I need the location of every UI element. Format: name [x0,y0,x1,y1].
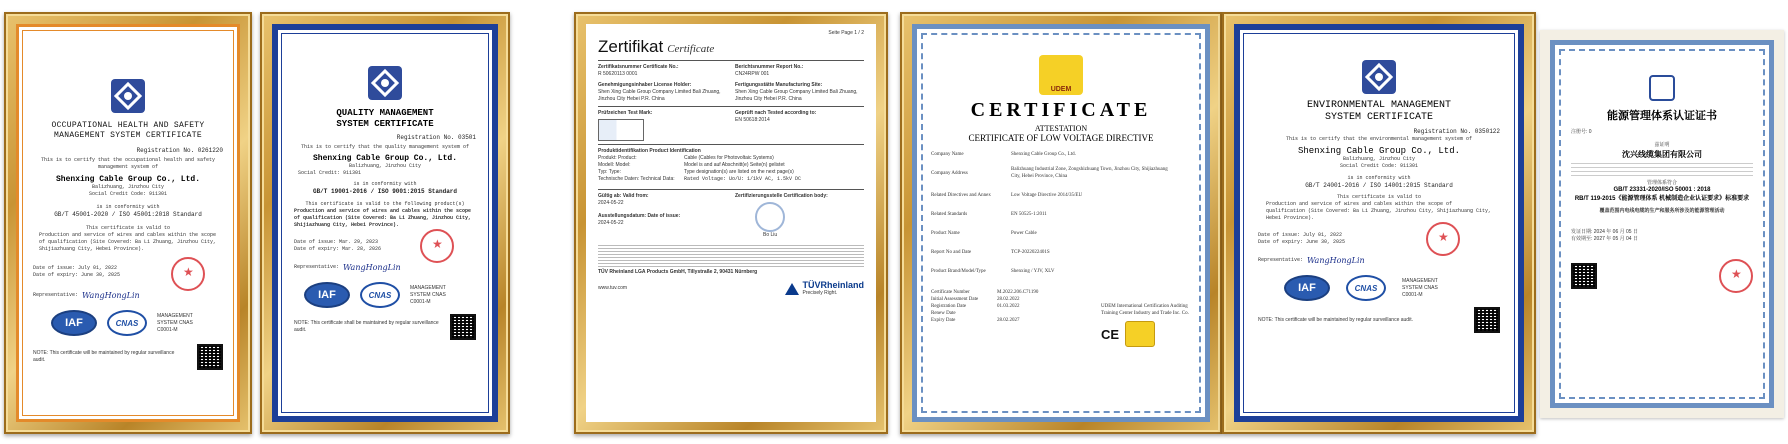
date-of-issue: Date of issue: July 01, 2022 [33,265,118,271]
valid-from: 2024-05-22 [598,200,624,206]
company-footer: TÜV Rheinland LGA Products GmbH, Tillystraße 2, 90431 Nürnberg [598,269,758,275]
product-row-value: Rated Voltage: Uo/U: 1/1kV AC, 1.5kV DC [684,176,802,182]
registration-number: Registration No. 03501 [396,134,476,141]
scope: Production and service of wires and cables within the scope of qualification (Site Covered: Ba Li Zhuang, Jinzhou City, Shijiazhuang City, Hebei Province). [1266,201,1492,221]
date-of-expiry: Date of expiry: June 30, 2025 [33,272,121,278]
certificate-sheet [1234,24,1524,422]
certificate-subtitle: Certificate [667,43,715,55]
expiry-date-label: Expiry Date [931,318,956,323]
certificate-sheet [1550,40,1774,408]
field-value: Balizhuang Industrial Zone, Zongshizhuang Town, Jinzhou City, Shijiazhuang City, Hebei Province, China [1011,167,1168,179]
initial-date-label: Initial Assessment Date [931,297,979,302]
conformity-label: is in conformity with [96,204,160,210]
cnas-logo-icon: CNAS [107,310,147,336]
ce-mark-icon: CE [1101,326,1120,342]
footer-note: NOTE: This certificate will be maintained by regular surveillance audit. [33,350,175,363]
certificate-frame-qms [260,12,510,434]
page-indicator: Seite Page 1 / 2 [828,30,864,36]
field-row [931,243,1191,262]
iaf-logo-icon: IAF [51,310,97,336]
product-row [598,169,864,176]
date-of-expiry: Date of expiry: June 30, 2025 [1258,239,1346,245]
certification-body-logo-icon [1649,75,1675,101]
accreditation-text: MANAGEMENT SYSTEM CNAS C0001-M [410,284,446,305]
certificate-title: QUALITY MANAGEMENT SYSTEM CERTIFICATE [336,108,434,129]
certificate-sheet [272,24,498,422]
tuv-tagline: Precisely Right. [802,290,838,296]
company-address: Balizhuang, Jinzhou City [1342,156,1415,162]
representative-signature: WangHongLin [82,291,140,300]
accreditation-text: MANAGEMENT SYSTEM CNAS C0001-M [1402,277,1438,298]
product-row [598,176,864,183]
certificate-frame-udem [900,12,1222,434]
cert-no: M.2022.206.C71190 [997,290,1039,295]
divider [598,106,864,107]
holder: Shen Xing Cable Group Company Limited Bali Zhuang, Jinzhou City Hebei P.R. China [598,89,721,102]
valid-to: This certificate is valid to the following product(s) [305,201,465,207]
address-block [1571,162,1753,176]
registration-date: 01.03.2022 [997,304,1020,309]
scope: Production and service of wires and cables within the scope of qualification (Site Covered: Ba Li Zhuang, Jinzhou City, Shijiazhuang City, Hebei Province). [39,232,217,252]
field-value: TCP-2022022401S [1011,250,1050,255]
tested-standard: EN 50618:2014 [735,117,770,123]
cnas-logo-icon: CNAS [1346,275,1386,301]
valid-to: This certificate is valid to [1336,194,1421,200]
representative-label: Representative: [1258,257,1304,263]
iaf-logo-icon: IAF [1284,275,1330,301]
certificate-title: Zertifikat [598,37,664,56]
company-name: Shenxing Cable Group Co., Ltd. [1297,146,1461,156]
cert-body-line: 兹证明 [1654,142,1670,148]
field-row [931,205,1191,224]
holder-label: Genehmigungsinhaber License Holder: [598,82,692,88]
certificate-frame-energy [1540,30,1784,418]
date-of-issue: Date of issue: Mar. 29, 2023 [294,239,379,245]
representative-signature: WangHongLin [343,263,401,272]
valid-to: This certificate is valid to [85,225,170,231]
product-row-label: Technische Daten: Technical Data: [598,176,675,182]
certificate-sheet [586,24,876,422]
certify-statement: This is to certify that the environmental management system of [1285,136,1473,142]
divider [598,60,864,61]
cnas-logo-icon: CNAS [360,282,400,308]
company-address: Balizhuang, Jinzhou City [348,163,421,169]
certification-body-logo-icon [368,66,402,100]
conformity-label: is in conformity with [1347,175,1411,181]
udem-badge-icon [1125,321,1155,347]
registration-number: Registration No. 0261220 [136,147,223,154]
field-value: Shenxing / YJV, XLV [1011,269,1055,274]
certification-body-logo-icon [111,79,145,113]
initial-date: 28.02.2022 [997,297,1020,302]
certificate-title: 能源管理体系认证证书 [1607,110,1717,122]
certificate-frame-ohsms [4,12,252,434]
cert-no: R 50620113 0001 [598,71,638,77]
certification-body-label: Zertifizierungsstelle Certification body: [735,193,828,199]
field-row [931,224,1191,243]
product-row-value: Type designation(s) are listed on the next page(s) [684,169,794,175]
standard: GB/T 19001-2016 / ISO 9001:2015 Standard [312,188,458,195]
field-row [931,186,1191,205]
tuv-test-mark-icon [598,119,644,141]
product-id-label: Produktidentifikation Product Identification [598,148,701,154]
certificate-frame-tuv [574,12,888,434]
udem-footer: UDEM International Certification Auditing Training Center Industry and Trade Inc. Co. [1101,304,1189,316]
field-value: Shenxing Cable Group Co., Ltd. [1011,152,1076,157]
test-mark-label: Prüfzeichen Test Mark: [598,110,653,116]
product-row-value: Cable (Cables for Photovoltaic Systems) [684,155,774,161]
representative-label: Representative: [33,292,79,298]
qr-code-icon [1474,307,1500,333]
standard: GB/T 24001-2016 / ISO 14001:2015 Standard [1305,182,1453,189]
conformity-label: is in conformity with [353,181,417,187]
red-seal-stamp [171,257,205,291]
registration-number: 注册号: 0 [1571,129,1592,135]
registration-date-label: Registration Date [931,304,967,309]
field-label: Related Directives and Annex [931,193,991,198]
company-name: Shenxing Cable Group Co., Ltd. [55,175,201,184]
representative-label: Representative: [294,264,340,270]
signer-name: Bo Liu [763,232,778,238]
divider [598,144,864,145]
certificate-title: OCCUPATIONAL HEALTH AND SAFETY MANAGEMENT SYSTEM CERTIFICATE [51,121,205,140]
certificate-subtitle: CERTIFICATE OF LOW VOLTAGE DIRECTIVE [968,133,1154,143]
field-row [931,160,1191,186]
registration-number: Registration No. 0350122 [1413,128,1500,135]
website: www.tuv.com [598,285,628,291]
field-label: Company Name [931,152,964,157]
qr-code-icon [197,344,223,370]
standard: GB/T 45001-2020 / ISO 45001:2018 Standard [54,211,202,218]
site: Shen Xing Cable Group Company Limited Bali Zhuang, Jinzhou City Hebei P.R. China [735,89,858,102]
footer-note: NOTE: This certificate shall be maintained by regular surveillance audit. [294,320,439,333]
qr-code-icon [1571,263,1597,289]
issue-date-label: Ausstellungsdatum: Date of issue: [598,213,681,219]
field-label: Report No and Date [931,250,972,255]
field-value: Power Cable [1011,231,1037,236]
credit-code: Social Credit Code: 911301 [88,191,167,197]
tested-label: Geprüft nach Tested according to: [735,110,817,116]
tuv-seal-icon [755,202,785,232]
tuv-brand: TÜVRheinland [802,280,864,290]
product-row [598,162,864,169]
udem-logo-text: UDEM [1050,86,1072,93]
field-value: EN 50525-1:2011 [1011,212,1047,217]
issue-date: 发证日期: 2024 年 06 月 05 日 [1571,229,1638,235]
iaf-logo-icon: IAF [304,282,350,308]
company-name: 沈兴线缆集团有限公司 [1622,150,1702,159]
credit-code: Social Credit: 911301 [298,170,362,176]
signature [1101,289,1191,303]
issue-date: 2024-05-22 [598,220,624,226]
certify-statement: This is to certify that the occupational health and safety management system of [40,157,216,170]
divider [598,189,864,190]
red-seal-stamp [1719,259,1753,293]
date-of-issue: Date of issue: July 01, 2022 [1258,232,1343,238]
product-row-label: Produkt: Product: [598,155,637,161]
field-label: Product Brand/Model/Type [931,269,986,274]
date-of-expiry: Date of expiry: Mar. 28, 2026 [294,246,382,252]
product-row [598,155,864,162]
company-name: Shenxing Cable Group Co., Ltd. [312,154,458,163]
attestation-label: ATTESTATION [1034,124,1088,133]
cert-no-label: Zertifikatsnummer Certificate No.: [598,64,679,70]
accreditation-text: MANAGEMENT SYSTEM CNAS C0001-M [157,312,193,333]
product-row-value: Model is and auf Abschnitt(e) Seite(n) gelistet [684,162,785,168]
certificate-title: ENVIRONMENTAL MANAGEMENT SYSTEM CERTIFICATE [1306,100,1452,123]
field-label: Company Address [931,170,968,176]
certificate-sheet [912,24,1210,422]
certificate-frame-ems [1222,12,1536,434]
credit-code: Social Credit Code: 911301 [1339,163,1418,169]
field-label: Product Name [931,231,960,236]
footer-note: NOTE: This certificate will be maintained by regular surveillance audit. [1258,316,1413,323]
fine-print-block [598,245,864,267]
expiry-date: 有效期至: 2027 年 05 月 04 日 [1571,236,1638,242]
cert-no-label: Certificate Number [931,290,970,295]
site-label: Fertigungsstätte Manufacturing Site: [735,82,823,88]
product-row-label: Modell: Model: [598,162,631,168]
scope: Production and service of wires and cables within the scope of qualification (Site Covered: Ba Li Zhuang, Jinzhou City, Shijiazhuang City, Hebei Province). [294,208,472,228]
tuv-triangle-icon [785,283,799,295]
certification-body-logo-icon [1362,60,1396,94]
field-row [931,149,1191,160]
report-no: CN24RPW 001 [735,71,770,77]
standard-2: RB/T 119-2015《能源管理体系 机械制造企业认证要求》标准要求 [1574,196,1750,202]
conformity-label: 管理体系符合 [1646,180,1677,186]
field-label: Related Standards [931,212,968,217]
udem-logo-icon [1039,55,1083,95]
signature [1656,271,1659,282]
representative-signature: WangHongLin [1307,256,1365,265]
certify-statement: This is to certify that the quality management system of [300,144,470,150]
certificate-title: CERTIFICATE [970,99,1152,121]
red-seal-stamp [1426,222,1460,256]
certificate-sheet [16,24,240,422]
qr-code-icon [450,314,476,340]
report-no-label: Berichtsnummer Report No.: [735,64,804,70]
product-row-label: Typ: Type: [598,169,621,175]
field-value: Low Voltage Directive 2014/35/EU [1011,193,1083,198]
field-row [931,262,1191,281]
renew-date-label: Renew Date [931,311,956,316]
expiry-date: 28.02.2027 [997,318,1020,323]
valid-from-label: Gültig ab: Valid from: [598,193,649,199]
company-address: Balizhuang, Jinzhou City [91,184,164,190]
red-seal-stamp [420,229,454,263]
standard: GB/T 23331-2020/ISO 50001 : 2018 [1613,187,1711,193]
scope: 覆盖范围内电线电缆的生产和服务所涉及的能源管理活动 [1599,208,1725,214]
